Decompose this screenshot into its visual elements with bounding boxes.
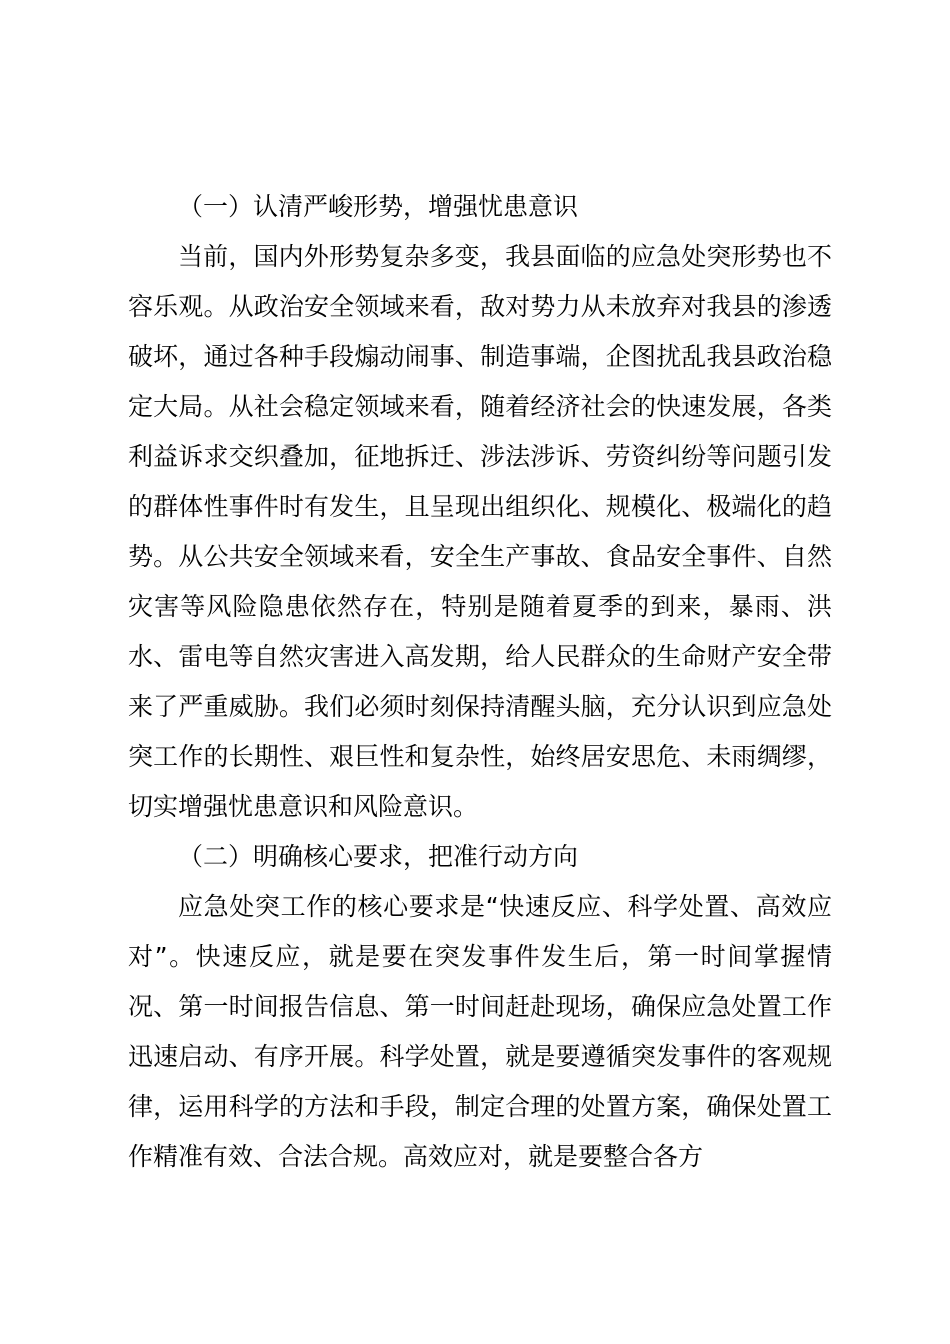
body-paragraph-1: 当前，国内外形势复杂多变，我县面临的应急处突形势也不容乐观。从政治安全领域来看，敌对势力从未放弃对我县的渗透破坏，通过各种手段煽动闹事、制造事端，企图扰乱我县政治稳定大局。从社会稳定领域来看，随着经济社会的快速发展，各类利益诉求交织叠加，征地拆迁、涉法涉诉、劳资纠纷等问题引发的群体性事件时有发生，且呈现出组织化、规模化、极端化的趋势。从公共安全领域来看，安全生产事故、食品安全事件、自然灾害等风险隐患依然存在，特别是随着夏季的到来，暴雨、洪水、雷电等自然灾害进入高发期，给人民群众的生命财产安全带来了严重威胁。我们必须时刻保持清醒头脑，充分认识到应急处突工作的长期性、艰巨性和复杂性，始终居安思危、未雨绸缪，切实增强忧患意识和风险意识。 [128,242,832,821]
body-paragraph-2: 应急处突工作的核心要求是“快速反应、科学处置、高效应对”。快速反应，就是要在突发事件发生后，第一时间掌握情况、第一时间报告信息、第一时间赶赴现场，确保应急处置工作迅速启动、有序开展。科学处置，就是要遵循突发事件的客观规律，运用科学的方法和手段，制定合理的处置方案，确保处置工作精准有效、合法合规。高效应对，就是要整合各方 [128,892,832,1171]
section-heading-1: （一）认清严峻形势，增强忧患意识 [178,192,579,221]
document-body [128,182,832,1182]
section-heading-2: （二）明确核心要求，把准行动方向 [178,842,579,871]
